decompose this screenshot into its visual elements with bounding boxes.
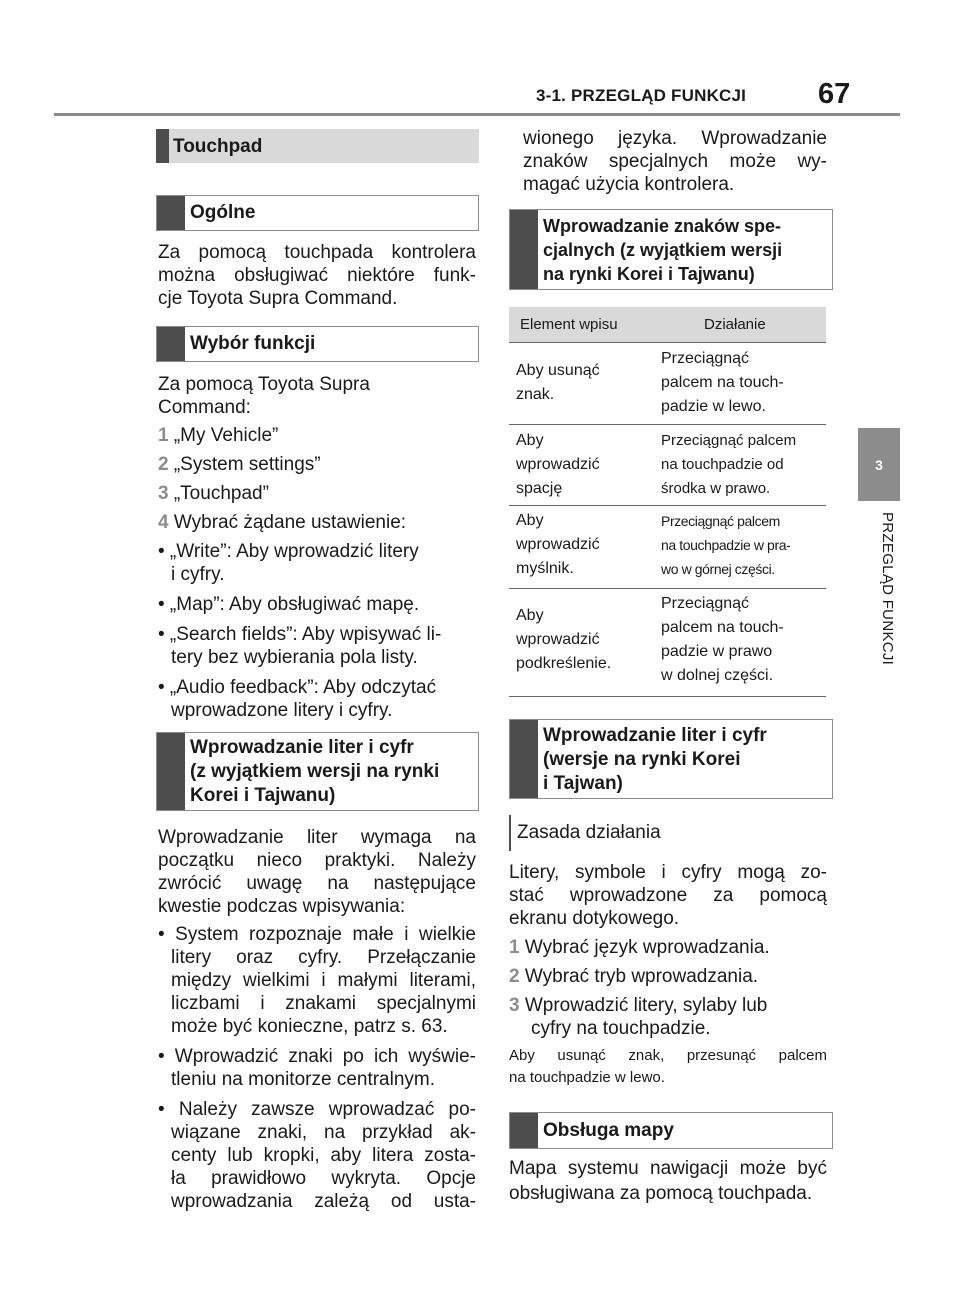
- heading-kt-line-3: i Tajwan): [543, 773, 623, 794]
- cell-line: palcem na touch-: [661, 619, 784, 636]
- section-heading-touchpad: [156, 129, 479, 163]
- table-divider: [509, 424, 826, 425]
- heading-marker: [157, 196, 185, 230]
- step-text: „My Vehicle”: [173, 425, 279, 446]
- bullet-accents-3: centy lub kropki, aby litera zosta-: [171, 1145, 476, 1166]
- heading-letters-line-1: Wprowadzanie liter i cyfr: [190, 737, 414, 758]
- letters-text-2: początku nieco praktyki. Należy: [158, 850, 476, 871]
- cell-line: Aby: [516, 607, 544, 624]
- header-rule: [54, 113, 900, 116]
- cell-line: spację: [516, 480, 563, 497]
- table-row-3-item: [516, 509, 600, 581]
- table-row-4-item: [516, 604, 611, 676]
- cell-line: Aby: [516, 432, 544, 449]
- table-row-2-action: [661, 429, 796, 501]
- table-header: [509, 307, 826, 342]
- cell-line: Przeciągnąć: [661, 595, 750, 612]
- cell-line: na touchpadzie w pra-: [661, 537, 791, 553]
- bullet-accents-2: wiązane znaki, na przykład ak-: [171, 1122, 476, 1143]
- step-number: 2: [509, 966, 520, 987]
- cell-line: padzie w prawo: [661, 643, 773, 660]
- bullet-system-1: • System rozpoznaje małe i wielkie: [158, 924, 476, 945]
- table-row-3-action: [661, 509, 790, 581]
- table-divider: [509, 505, 826, 506]
- heading-letters-line-3: Korei i Tajwanu): [190, 785, 336, 806]
- table-divider: [509, 696, 826, 697]
- cell-line: środka w prawo.: [661, 480, 771, 497]
- heading-marker: [510, 720, 538, 798]
- option-map: • „Map”: Aby obsługiwać mapę.: [158, 594, 420, 615]
- step-4: [158, 511, 406, 534]
- general-line-1: Za pomocą touchpada kontrolera: [158, 242, 476, 263]
- bullet-display-2: tleniu na monitorze centralnym.: [171, 1069, 436, 1090]
- heading-kt-line-1: Wprowadzanie liter i cyfr: [543, 725, 767, 746]
- select-intro-2: Command:: [158, 397, 251, 418]
- heading-marker: [156, 129, 169, 163]
- heading-special-chars: [509, 209, 833, 290]
- step-text: Wprowadzić litery, sylaby lub: [524, 995, 768, 1016]
- table-row-2-item: [516, 429, 600, 501]
- header-section-title: 3-1. PRZEGLĄD FUNKCJI: [536, 86, 747, 105]
- chapter-label: PRZEGLĄD FUNKCJI: [879, 512, 896, 666]
- heading-special-line-1: Wprowadzanie znaków spe-: [543, 216, 782, 236]
- cell-line: Aby: [516, 512, 544, 529]
- heading-select-text: Wybór funkcji: [190, 333, 316, 354]
- cell-line: Przeciągnąć palcem: [661, 432, 797, 449]
- step-text: Wybrać żądane ustawienie:: [173, 512, 407, 533]
- bullet-accents-5: wprowadzania zależą od usta-: [171, 1191, 476, 1212]
- bullet-system-4: liczbami i znakami specjalnymi: [171, 993, 476, 1014]
- cell-line: wprowadzić: [516, 456, 600, 473]
- step-text: Wybrać język wprowadzania.: [524, 937, 770, 958]
- bullet-system-5: może być konieczne, patrz s. 63.: [171, 1016, 448, 1037]
- letters-text-1: Wprowadzanie liter wymaga na: [158, 827, 476, 848]
- principle-text-3: ekranu dotykowego.: [509, 908, 680, 929]
- step-text: „System settings”: [173, 454, 321, 475]
- heading-select-function: [156, 326, 479, 362]
- step-number: 2: [158, 454, 169, 475]
- cell-line: na touchpadzie od: [661, 456, 784, 473]
- heading-map: [509, 1112, 833, 1149]
- option-audio-2: wprowadzone litery i cyfry.: [171, 700, 393, 721]
- heading-korea-taiwan: [509, 719, 833, 799]
- cell-line: Przeciągnąć: [661, 350, 750, 367]
- letters-text-4: kwestie podczas wpisywania:: [158, 896, 406, 917]
- step-number: 4: [158, 512, 169, 533]
- bullet-system-3: między wielkimi i małymi literami,: [171, 970, 476, 991]
- heading-general: [156, 195, 479, 231]
- kt-step-3: [509, 994, 767, 1017]
- letters-text-3: zwrócić uwagę na następujące: [158, 873, 476, 894]
- continued-text-2: znaków specjalnych może wy-: [523, 151, 827, 172]
- heading-special-line-3: na rynki Korei i Tajwanu): [543, 264, 755, 284]
- heading-marker: [157, 733, 185, 810]
- cell-line: podkreślenie.: [516, 655, 612, 672]
- general-line-3: cje Toyota Supra Command.: [158, 288, 398, 309]
- map-text-2: obsługiwana za pomocą touchpada.: [509, 1183, 813, 1204]
- delete-note-2: na touchpadzie w lewo.: [509, 1069, 665, 1086]
- table-row-1-item: [516, 359, 600, 407]
- cell-line: znak.: [516, 386, 555, 403]
- continued-text-3: magać użycia kontrolera.: [523, 174, 735, 195]
- cell-line: wprowadzić: [516, 631, 600, 648]
- cell-line: palcem na touch-: [661, 374, 784, 391]
- option-search-1: • „Search fields”: Aby wpisywać li-: [158, 624, 442, 645]
- table-header-item: Element wpisu: [520, 316, 618, 333]
- principle-heading: Zasada działania: [517, 822, 661, 843]
- step-number: 3: [158, 483, 169, 504]
- heading-kt-line-2: (wersje na rynki Korei: [543, 749, 741, 770]
- heading-marker: [510, 1113, 538, 1148]
- option-audio-1: • „Audio feedback”: Aby odczytać: [158, 677, 437, 698]
- delete-note-1: Aby usunąć znak, przesunąć palcem: [509, 1047, 827, 1064]
- heading-marker: [510, 210, 538, 289]
- table-row-4-action: [661, 592, 784, 688]
- bullet-accents-1: • Należy zawsze wprowadzać po-: [158, 1099, 476, 1120]
- cell-line: padzie w lewo.: [661, 398, 766, 415]
- step-3: [158, 482, 269, 505]
- heading-marker: [157, 327, 185, 361]
- subheading-marker: [509, 815, 511, 851]
- cell-line: wo w górnej części.: [661, 561, 775, 577]
- cell-line: w dolnej części.: [661, 667, 774, 684]
- kt-step-2: [509, 965, 758, 988]
- step-2: [158, 453, 321, 476]
- option-write-2: i cyfry.: [171, 564, 225, 585]
- heading-map-text: Obsługa mapy: [543, 1120, 674, 1141]
- step-text: Wybrać tryb wprowadzania.: [524, 966, 759, 987]
- bullet-system-2: litery oraz cyfry. Przełączanie: [171, 947, 476, 968]
- continued-text-1: wionego języka. Wprowadzanie: [523, 128, 827, 149]
- principle-text-2: stać wprowadzone za pomocą: [509, 885, 827, 906]
- heading-general-text: Ogólne: [190, 202, 256, 223]
- page-number: 67: [818, 78, 851, 110]
- table-divider: [509, 588, 826, 589]
- heading-letters-line-2: (z wyjątkiem wersji na rynki: [190, 761, 440, 782]
- kt-step-1: [509, 936, 770, 959]
- kt-step-3-cont: cyfry na touchpadzie.: [531, 1018, 711, 1039]
- heading-special-line-2: cjalnych (z wyjątkiem wersji: [543, 240, 783, 260]
- general-line-2: można obsługiwać niektóre funk-: [158, 265, 476, 286]
- map-text-1: Mapa systemu nawigacji może być: [509, 1158, 827, 1179]
- step-number: 1: [509, 937, 520, 958]
- option-search-2: tery bez wybierania pola listy.: [171, 647, 418, 668]
- cell-line: Przeciągnąć palcem: [661, 513, 780, 529]
- chapter-tab: 3: [858, 428, 900, 501]
- step-text: „Touchpad”: [173, 483, 269, 504]
- step-1: [158, 424, 278, 447]
- cell-line: wprowadzić: [516, 536, 600, 553]
- table-row-1-action: [661, 347, 784, 419]
- table-divider: [509, 342, 826, 343]
- cell-line: myślnik.: [516, 560, 574, 577]
- step-number: 1: [158, 425, 169, 446]
- heading-letters-input: [156, 732, 479, 811]
- table-header-action: Działanie: [704, 316, 766, 333]
- bullet-accents-4: ła prawidłowo wykryta. Opcje: [171, 1168, 476, 1189]
- cell-line: Aby usunąć: [516, 362, 600, 379]
- principle-text-1: Litery, symbole i cyfry mogą zo-: [509, 862, 827, 883]
- bullet-display-1: • Wprowadzić znaki po ich wyświe-: [158, 1046, 476, 1067]
- step-number: 3: [509, 995, 520, 1016]
- option-write-1: • „Write”: Aby wprowadzić litery: [158, 541, 419, 562]
- section-heading-text: Touchpad: [173, 136, 263, 157]
- select-intro-1: Za pomocą Toyota Supra: [158, 374, 370, 395]
